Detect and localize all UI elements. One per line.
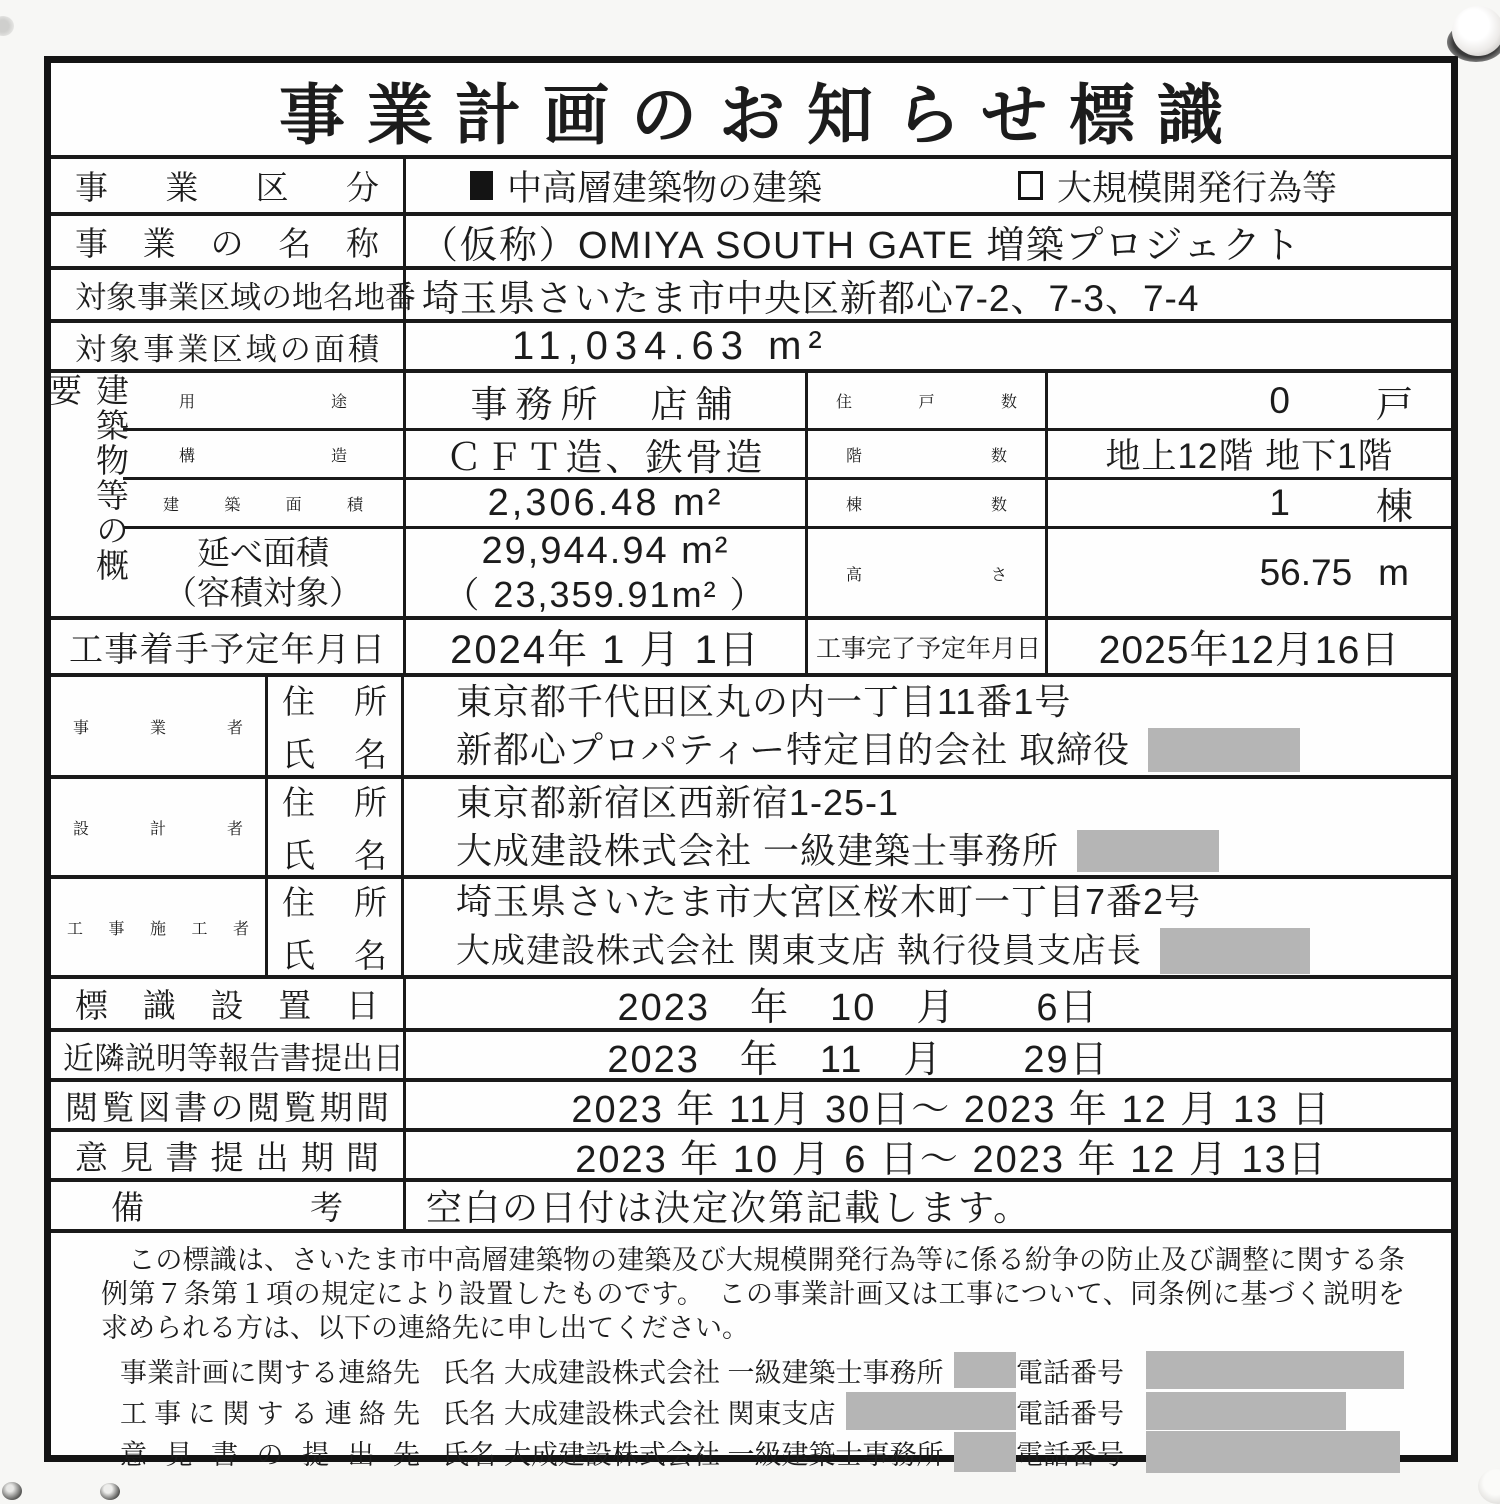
owner-address-label: 住所 <box>282 683 387 720</box>
designer-name-label: 氏名 <box>282 837 387 874</box>
category-label: 事業区分 <box>75 169 379 206</box>
use-value: 事務所 店舗 <box>403 373 805 428</box>
report-value: 2023 年 11 月 29日 <box>403 1032 1451 1078</box>
contact-opinion-name-label: 氏名 <box>442 1439 496 1470</box>
building-area-value: 2,306.48 m² <box>403 480 805 526</box>
installed-label: 標識設置日 <box>75 987 379 1024</box>
row-project-name <box>51 212 1451 266</box>
row-sign-installed <box>51 975 1451 1028</box>
category-value-cell <box>403 159 1451 212</box>
contact-plan-name: 大成建設株式会社 一級建築士事務所 <box>504 1357 944 1388</box>
row-total-area-height <box>123 526 1451 617</box>
contact-opinion-label: 意見書の提出先 <box>120 1439 420 1470</box>
row-structure-floors <box>123 428 1451 477</box>
category-label-cell <box>51 159 403 212</box>
owner-name-label: 氏名 <box>282 736 387 773</box>
redacted-phone <box>1146 1392 1346 1430</box>
designer-sublabels <box>265 779 401 875</box>
contact-construction-name: 大成建設株式会社 関東支店 <box>504 1398 836 1429</box>
site-area-label: 対象事業区域の面積 <box>75 331 379 367</box>
remarks-label: 備考 <box>111 1189 343 1226</box>
row-use-units <box>123 373 1451 428</box>
opinion-label-cell <box>51 1132 403 1178</box>
designer-name-line <box>456 829 1219 873</box>
contact-row-opinion <box>120 1435 1451 1469</box>
height-unit: m <box>1378 552 1409 593</box>
report-label: 近隣説明等報告書提出日 <box>63 1040 404 1076</box>
total-area-value2: （ 23,359.91m² ） <box>443 574 768 615</box>
project-name-value: （仮称）OMIYA SOUTH GATE 増築プロジェクト <box>403 216 1451 266</box>
end-value: 2025年12月16日 <box>1045 620 1451 673</box>
redacted-box <box>954 1432 1016 1472</box>
units-unit: 戸 <box>1376 383 1413 425</box>
owner-label: 事業者 <box>73 719 243 737</box>
row-site-address <box>51 266 1451 319</box>
contractor-name-line <box>456 928 1310 974</box>
notice-paragraph: この標識は、さいたま市中高層建築物の建築及び大規模開発行為等に係る紛争の防止及び調整に関する条例第７条第１項の規定により設置したものです。 この事業計画又は工事について、同条例に基づく説明を求められる方は、以下の連絡先に申し出てください。 <box>101 1245 1405 1343</box>
start-label: 工事着手予定年月日 <box>69 631 385 669</box>
contractor-sublabels <box>265 879 401 975</box>
row-owner <box>51 673 1451 775</box>
redacted-box <box>954 1352 1016 1388</box>
height-value-cell <box>1045 529 1451 617</box>
opinion-value: 2023 年 10 月 6 日～ 2023 年 12 月 13日 <box>403 1132 1451 1178</box>
contact-plan-name-label: 氏名 <box>442 1357 496 1388</box>
redacted-phone <box>1146 1431 1400 1473</box>
remarks-label-cell <box>51 1182 403 1229</box>
floors-label: 階数 <box>846 447 1007 465</box>
row-inspection-period <box>51 1078 1451 1131</box>
row-site-area <box>51 319 1451 369</box>
designer-address: 東京都新宿区西新宿1-25-1 <box>456 782 900 823</box>
contact-row-plan <box>120 1353 1451 1387</box>
contact-opinion-name: 大成建設株式会社 一級建築士事務所 <box>504 1439 944 1470</box>
site-address-label-cell <box>51 270 416 319</box>
height-label: 高さ <box>846 566 1007 584</box>
site-area-value: 11,034.63 m² <box>403 323 1451 369</box>
screw-icon <box>2 1482 22 1500</box>
screw-icon <box>100 1483 120 1500</box>
remarks-value: 空白の日付は決定次第記載します。 <box>403 1182 1451 1229</box>
building-group-label: 建築物等の概要 <box>45 373 129 583</box>
inspection-label: 閲覧図書の閲覧期間 <box>65 1088 389 1126</box>
redacted-phone <box>1146 1351 1404 1389</box>
owner-content <box>401 677 1451 775</box>
category-option-unchecked <box>1018 161 1337 211</box>
installed-value: 2023 年 10 月 6日 <box>403 979 1451 1028</box>
total-area-label-cell <box>123 529 403 617</box>
contact-construction-name-label: 氏名 <box>442 1398 496 1429</box>
owner-sublabels <box>265 677 401 775</box>
building-group-label-cell <box>45 373 129 616</box>
checkbox-unchecked-icon <box>1018 171 1043 200</box>
contact-construction-name-zone <box>504 1392 1016 1431</box>
floors-label-cell <box>805 431 1045 477</box>
category-option-checked-label: 中高層建築物の建築 <box>507 168 823 208</box>
blocks-value: 1 <box>1269 482 1290 523</box>
contact-plan-phone-label: 電話番号 <box>1016 1357 1124 1388</box>
contractor-name-label: 氏名 <box>282 937 387 974</box>
sign-title: 事業計画のお知らせ標識 <box>278 77 1246 152</box>
category-option-unchecked-label: 大規模開発行為等 <box>1057 168 1338 208</box>
end-label: 工事完了予定年月日 <box>816 634 1042 663</box>
category-option-checked <box>470 161 822 211</box>
owner-name-line <box>456 728 1300 772</box>
owner-address: 東京都千代田区丸の内一丁目11番1号 <box>456 681 1072 722</box>
project-name-label-cell <box>51 216 403 266</box>
blocks-value-cell <box>1045 480 1451 526</box>
installed-label-cell <box>51 979 403 1028</box>
title-row <box>51 63 1451 155</box>
start-value: 2024年 1 月 1日 <box>403 620 805 673</box>
site-address-value: 埼玉県さいたま市中央区新都心7-2、7-3、7-4 <box>403 270 1451 319</box>
floors-value: 地上12階 地下1階 <box>1045 431 1451 477</box>
row-designer <box>51 775 1451 875</box>
row-report-submitted <box>51 1028 1451 1081</box>
designer-label: 設計者 <box>73 820 243 838</box>
opinion-label: 意見書提出期間 <box>75 1138 379 1176</box>
inspection-value: 2023 年 11月 30日～ 2023 年 12 月 13 日 <box>403 1082 1451 1128</box>
checkbox-checked-icon <box>470 171 493 200</box>
contractor-content <box>401 879 1451 975</box>
footer-section <box>51 1229 1451 1469</box>
redacted-box <box>1148 728 1300 772</box>
structure-label: 構造 <box>179 447 347 465</box>
contractor-label-cell <box>51 879 265 975</box>
site-address-label: 対象事業区域の地名地番 <box>75 280 416 315</box>
designer-name: 大成建設株式会社 一級建築士事務所 <box>456 830 1060 871</box>
inspection-label-cell <box>51 1082 403 1128</box>
total-area-value: 29,944.94 m² <box>481 530 730 572</box>
start-label-cell <box>51 620 403 673</box>
redacted-box <box>1160 928 1310 974</box>
corner-mark <box>0 16 14 36</box>
row-opinion-period <box>51 1128 1451 1181</box>
row-building-overview <box>45 369 1451 616</box>
contractor-name: 大成建設株式会社 関東支店 執行役員支店長 <box>456 932 1142 970</box>
redacted-box <box>1077 830 1219 872</box>
total-area-value-cell <box>403 529 805 617</box>
construction-notice-sign <box>44 56 1458 1470</box>
push-pin <box>1452 6 1500 56</box>
use-label-cell <box>123 373 403 428</box>
building-area-label: 建築面積 <box>163 496 363 514</box>
units-value: 0 <box>1269 379 1290 421</box>
units-value-cell <box>1045 373 1451 428</box>
push-pin <box>1478 1468 1500 1504</box>
designer-content <box>401 779 1451 875</box>
row-category <box>51 155 1451 212</box>
contractor-label: 工事施工者 <box>67 920 249 938</box>
end-label-cell <box>805 620 1045 673</box>
blocks-unit: 棟 <box>1376 486 1413 527</box>
structure-label-cell <box>123 431 403 477</box>
use-label: 用途 <box>179 394 347 411</box>
row-building-area-blocks <box>123 477 1451 526</box>
report-label-cell <box>51 1032 403 1078</box>
row-construction-schedule <box>51 616 1451 673</box>
structure-value: ＣＦＴ造、鉄骨造 <box>403 431 805 477</box>
contact-construction-label: 工事に関する連絡先 <box>120 1398 420 1429</box>
row-contractor <box>51 875 1451 975</box>
contact-construction-phone-label: 電話番号 <box>1016 1398 1124 1429</box>
owner-label-cell <box>51 677 265 775</box>
contact-opinion-phone-label: 電話番号 <box>1016 1439 1124 1470</box>
contact-plan-name-zone <box>504 1351 1016 1390</box>
site-area-label-cell <box>51 323 403 369</box>
contractor-address: 埼玉県さいたま市大宮区桜木町一丁目7番2号 <box>456 881 1202 922</box>
building-overview-grid <box>123 373 1451 616</box>
building-area-label-cell <box>123 480 403 526</box>
height-value: 56.75 <box>1259 552 1353 593</box>
redacted-box <box>846 1392 1016 1430</box>
blocks-label: 棟数 <box>846 496 1007 514</box>
units-label-cell <box>805 373 1045 428</box>
project-name-label: 事業の名称 <box>75 224 379 262</box>
row-remarks <box>51 1178 1451 1229</box>
contractor-address-label: 住所 <box>282 884 387 921</box>
designer-address-label: 住所 <box>282 784 387 821</box>
contact-row-construction <box>120 1394 1451 1428</box>
contact-opinion-name-zone <box>504 1432 1016 1472</box>
designer-label-cell <box>51 779 265 875</box>
units-label: 住戸数 <box>836 394 1017 411</box>
height-label-cell <box>805 529 1045 617</box>
blocks-label-cell <box>805 480 1045 526</box>
owner-name: 新都心プロパティー特定目的会社 取締役 <box>456 729 1131 770</box>
total-area-label2: （容積対象） <box>164 574 362 611</box>
total-area-label: 延べ面積 <box>197 534 329 571</box>
contact-plan-label: 事業計画に関する連絡先 <box>120 1357 420 1388</box>
